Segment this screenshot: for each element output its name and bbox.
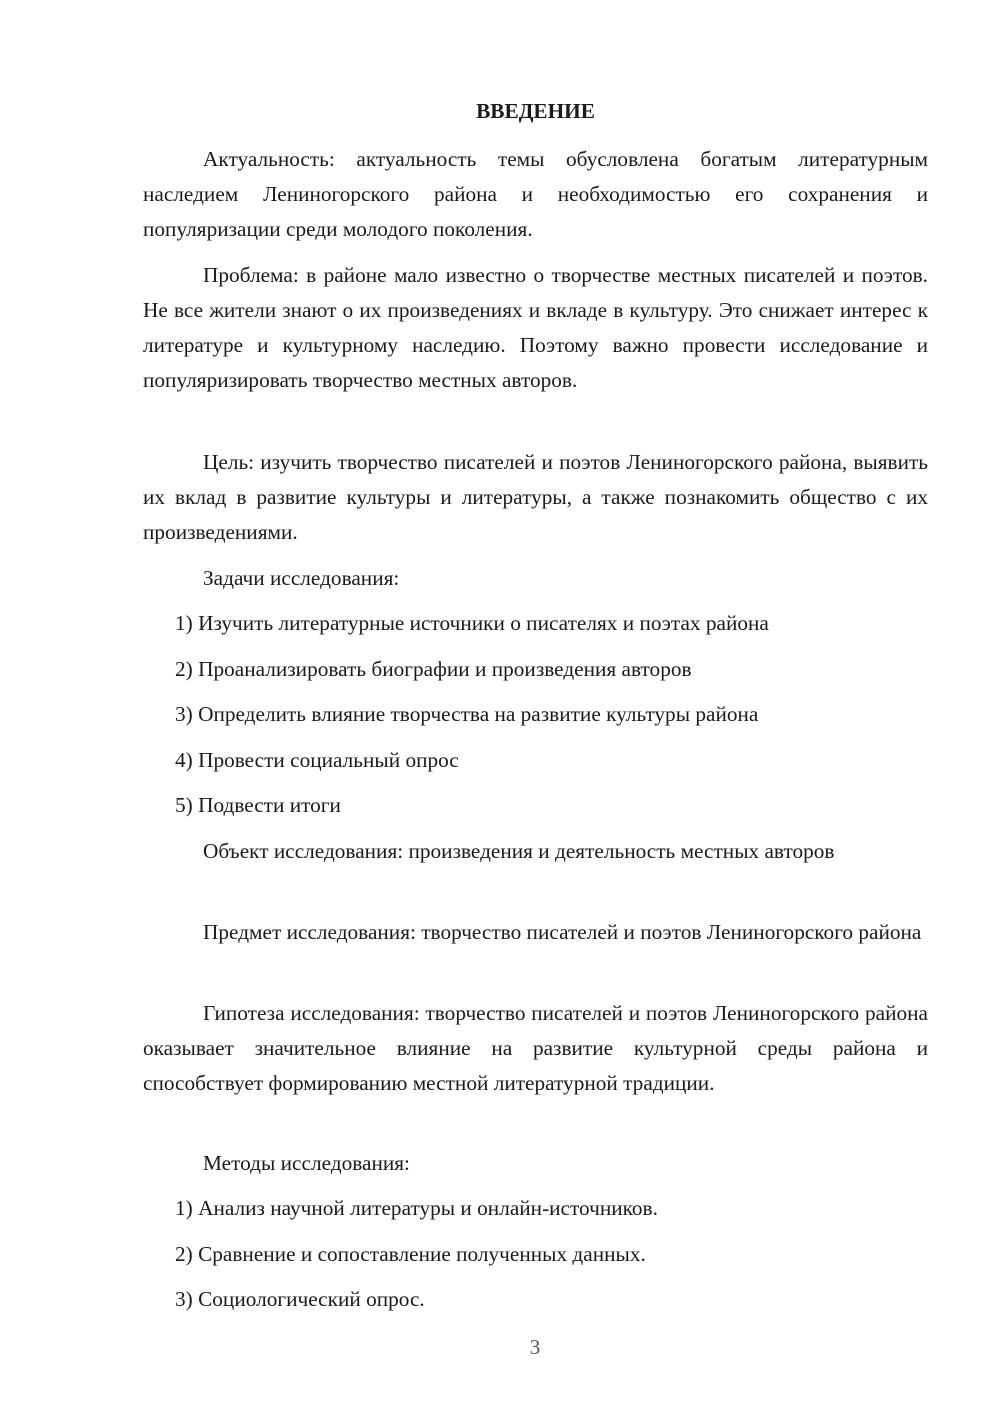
method-item: 3) Социологический опрос. — [175, 1287, 425, 1311]
goal-paragraph: Цель: изучить творчество писателей и поэтов Лениногорского района, выявить их вклад в развитие культуры и литературы, а также познакомить общество с их произведениями. — [143, 450, 928, 544]
method-item: 1) Анализ научной литературы и онлайн-источников. — [175, 1196, 658, 1220]
problem-paragraph: Проблема: в районе мало известно о творчестве местных писателей и поэтов. Не все жители знают о их произведениях и вкладе в культуру. Это снижает интерес к литературе и культурному наследию. Поэтому важно провести исследование и популяризировать творчество местных авторов. — [143, 263, 928, 392]
task-item: 4) Провести социальный опрос — [175, 748, 459, 772]
methods-heading: Методы исследования: — [203, 1151, 410, 1175]
hypothesis-paragraph: Гипотеза исследования: творчество писателей и поэтов Лениногорского района оказывает значительное влияние на развитие культурной среды района и способствует формированию местной литературной традиции. — [143, 1001, 928, 1095]
section-title: ВВЕДЕНИЕ — [476, 99, 595, 123]
task-item: 3) Определить влияние творчества на развитие культуры района — [175, 702, 759, 726]
task-item: 5) Подвести итоги — [175, 793, 341, 817]
subject-paragraph: Предмет исследования: творчество писателей и поэтов Лениногорского района — [203, 920, 922, 944]
method-item: 2) Сравнение и сопоставление полученных данных. — [175, 1242, 646, 1266]
page-number: 3 — [529, 1335, 541, 1359]
task-item: 1) Изучить литературные источники о писателях и поэтах района — [175, 611, 769, 635]
tasks-heading: Задачи исследования: — [203, 566, 400, 590]
task-item: 2) Проанализировать биографии и произведения авторов — [175, 657, 692, 681]
relevance-paragraph: Актуальность: актуальность темы обусловлена богатым литературным наследием Лениногорского района и необходимостью его сохранения и популяризации среди молодого поколения. — [143, 147, 928, 241]
object-paragraph: Объект исследования: произведения и деятельность местных авторов — [203, 839, 835, 863]
